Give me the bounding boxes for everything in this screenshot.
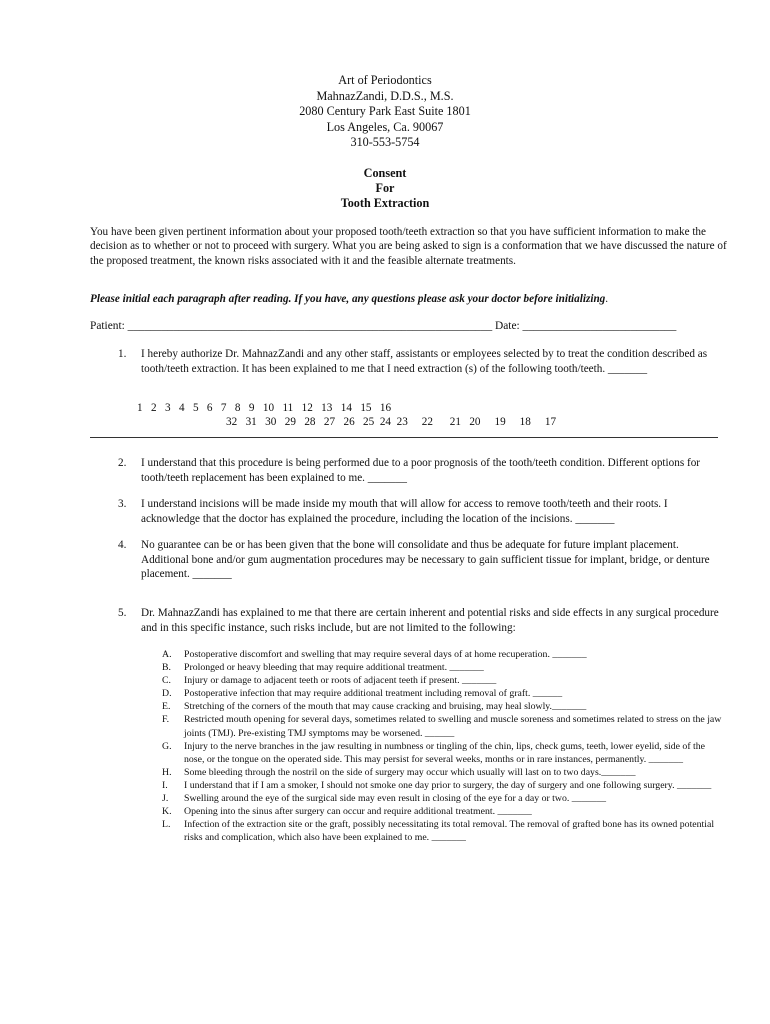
risk-item-c bbox=[162, 674, 727, 687]
risk-item-h bbox=[162, 766, 727, 779]
document-title bbox=[0, 166, 770, 210]
risk-letter: K. bbox=[162, 806, 172, 818]
risk-letter: E. bbox=[162, 701, 171, 713]
teeth-underline bbox=[90, 437, 718, 438]
title-line-1: Consent bbox=[363, 166, 407, 180]
doctor-name: MahnazZandi, D.D.S., M.S. bbox=[316, 88, 454, 103]
risk-item-e bbox=[162, 700, 727, 713]
risk-list bbox=[162, 648, 727, 844]
item-number: 3. bbox=[118, 498, 127, 510]
phone-number: 310-553-5754 bbox=[350, 135, 420, 150]
risk-item-d bbox=[162, 687, 727, 700]
risk-letter: G. bbox=[162, 740, 172, 752]
risk-letter: A. bbox=[162, 649, 172, 660]
risk-letter: B. bbox=[162, 662, 171, 674]
title-line-2: For bbox=[375, 180, 395, 195]
item-text: I hereby authorize Dr. MahnazZandi and any other staff, assistants or employees selected by to treat the condition described as tooth/teeth extraction. It has been explained to me that I need extraction (s) of the following tooth/teeth. _______ bbox=[141, 348, 708, 375]
intro-paragraph: You have been given pertinent information about your proposed tooth/teeth extraction so that you have sufficient information to make the decision as to whether or not to proceed with surgery. What you are being asked to sign is a conformation that we have discussed the nature of the proposed treatment, the known risks associated with it and the feasible alternate treatments. bbox=[90, 226, 727, 267]
upper-teeth-numbers: 1 2 3 4 5 6 7 8 9 10 11 12 13 14 15 16 bbox=[137, 402, 392, 414]
risk-letter: I. bbox=[162, 779, 168, 791]
address-city: Los Angeles, Ca. 90067 bbox=[326, 119, 444, 134]
risk-letter: H. bbox=[162, 766, 172, 778]
risk-text: Infection of the extraction site or the graft, possibly necessitating its total removal. The removal of grafted bone has its owned potential risks and complication, which also have been explained to me. _______ bbox=[184, 819, 715, 844]
initial-instruction bbox=[90, 292, 740, 306]
item-number: 2. bbox=[118, 457, 127, 469]
risk-text: Opening into the sinus after surgery can occur and require additional treatment. _______ bbox=[184, 806, 532, 818]
address-street: 2080 Century Park East Suite 1801 bbox=[299, 104, 471, 119]
instruction-period: . bbox=[605, 293, 609, 305]
risk-item-j bbox=[162, 792, 727, 805]
risk-text: Postoperative infection that may require additional treatment including removal of graft. ______ bbox=[184, 688, 563, 700]
item-text: Dr. MahnazZandi has explained to me that there are certain inherent and potential risks and side effects in any surgical procedure and in this specific instance, such risks include, but are not limited to the following: bbox=[141, 607, 719, 634]
item-text: I understand incisions will be made inside my mouth that will allow for access to remove tooth/teeth and their roots. I acknowledge that the doctor has explained the procedure, including the location of the incisions. _______ bbox=[141, 498, 668, 525]
title-line-3: Tooth Extraction bbox=[340, 195, 430, 210]
instruction-text: Please initial each paragraph after reading. If you have, any questions please ask your doctor before initializing bbox=[90, 293, 606, 305]
risk-text: Stretching of the corners of the mouth that may cause cracking and bruising, may heal slowly._______ bbox=[184, 701, 587, 713]
item-text: No guarantee can be or has been given that the bone will consolidate and thus be adequate for future implant placement. Additional bone and/or gum augmentation procedures may be necessary to gain sufficient tissue for implant, bridge, or denture placement. _______ bbox=[141, 539, 710, 581]
risk-text: Swelling around the eye of the surgical side may even result in closing of the eye for a day or two. _______ bbox=[184, 793, 607, 805]
practice-header bbox=[0, 73, 770, 151]
item-number: 5. bbox=[118, 607, 127, 619]
risk-text: Postoperative discomfort and swelling that may require several days of at home recuperation. _______ bbox=[184, 649, 587, 660]
risk-text: Prolonged or heavy bleeding that may require additional treatment. _______ bbox=[184, 662, 484, 674]
risk-text: Restricted mouth opening for several days, sometimes related to swelling and muscle soreness and sometimes related to stress on the jaw joints (TMJ). Pre-existing TMJ symptoms may be worsened. ______ bbox=[184, 714, 722, 739]
lower-teeth-numbers: 32 31 30 29 28 27 26 25 24 23 22 21 20 19 18 17 bbox=[226, 416, 557, 428]
risk-text: Injury or damage to adjacent teeth or roots of adjacent teeth if present. _______ bbox=[184, 675, 497, 687]
risk-item-a bbox=[162, 648, 727, 661]
risk-item-i bbox=[162, 779, 727, 792]
risk-text: I understand that if I am a smoker, I should not smoke one day prior to surgery, the day of surgery and one following surgery. _______ bbox=[184, 779, 712, 791]
patient-date-line[interactable]: Patient: ________________________________________________________________ Date: ___________________________ bbox=[90, 320, 677, 332]
risk-letter: C. bbox=[162, 675, 171, 687]
risk-text: Some bleeding through the nostril on the side of surgery may occur which usually will last on to two days._______ bbox=[184, 766, 636, 778]
risk-letter: F. bbox=[162, 714, 170, 726]
risk-letter: J. bbox=[162, 793, 169, 805]
item-number: 1. bbox=[118, 348, 127, 360]
risk-letter: D. bbox=[162, 688, 172, 700]
item-number: 4. bbox=[118, 539, 127, 551]
risk-item-l bbox=[162, 818, 727, 844]
item-text: I understand that this procedure is being performed due to a poor prognosis of the tooth/teeth condition. Different options for tooth/teeth replacement has been explained to me. _______ bbox=[141, 457, 701, 484]
practice-name: Art of Periodontics bbox=[338, 73, 432, 87]
risk-item-b bbox=[162, 661, 727, 674]
risk-item-k bbox=[162, 805, 727, 818]
risk-text: Injury to the nerve branches in the jaw resulting in numbness or tingling of the chin, lips, check gums, teeth, lower eyelid, side of the nose, or the tongue on the operated side. This may persist for several weeks, months or in rare instances, permanently. _______ bbox=[184, 740, 706, 765]
risk-item-g bbox=[162, 740, 727, 766]
risk-letter: L. bbox=[162, 819, 171, 831]
risk-item-f bbox=[162, 713, 727, 739]
